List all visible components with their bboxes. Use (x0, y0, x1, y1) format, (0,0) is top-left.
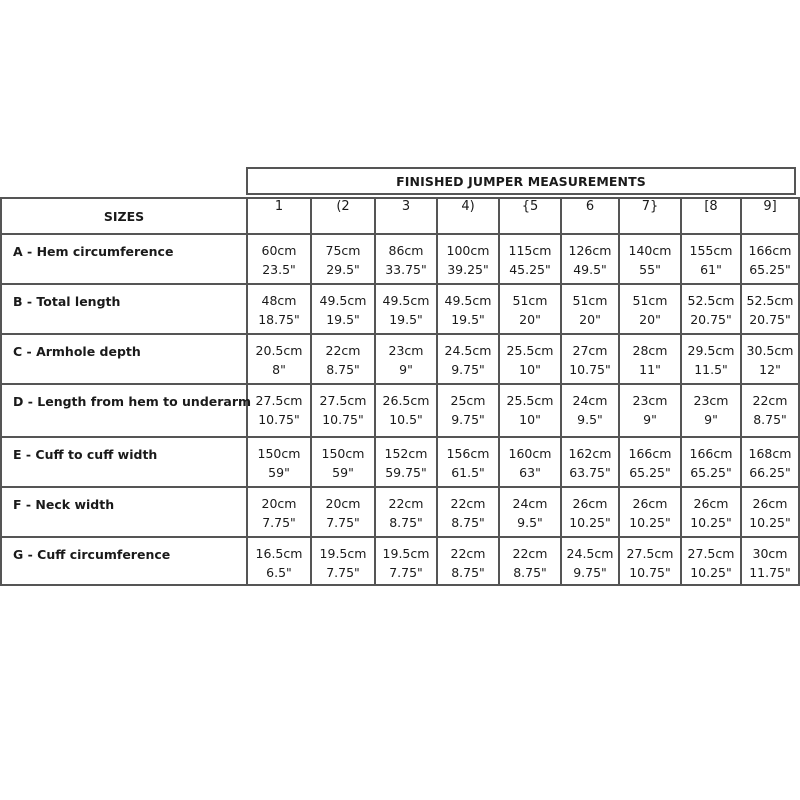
measurement-cell (246, 486, 310, 536)
value-inches: 10.5" (389, 412, 423, 427)
value-inches: 20.75" (690, 312, 732, 327)
measurement-cell (498, 283, 560, 333)
value-inches: 10.75" (569, 362, 611, 377)
value-cm: 22cm (450, 546, 486, 561)
measurement-row (0, 486, 800, 536)
measurement-cell (560, 486, 618, 536)
value-inches: 63" (519, 465, 541, 480)
value-inches: 9.5" (577, 412, 603, 427)
measurement-cell (498, 333, 560, 383)
value-inches: 11" (639, 362, 661, 377)
measurement-cell (740, 283, 800, 333)
measurement-cell (246, 383, 310, 436)
measurement-cell (680, 486, 740, 536)
measurement-cell (374, 383, 436, 436)
measurement-cell (310, 383, 374, 436)
value-cm: 22cm (512, 546, 548, 561)
value-cm: 22cm (450, 496, 486, 511)
measurement-cell (436, 233, 498, 283)
value-cm: 156cm (446, 446, 490, 461)
measurement-cell (436, 333, 498, 383)
value-cm: 100cm (446, 243, 490, 258)
value-inches: 6.5" (266, 565, 292, 580)
value-inches: 10" (519, 412, 541, 427)
size-header: {5 (498, 197, 560, 233)
measurements-table-body (0, 197, 800, 586)
value-cm: 25cm (450, 393, 486, 408)
value-inches: 9.75" (451, 412, 485, 427)
measurement-label: D - Length from hem to underarm (0, 383, 246, 436)
value-inches: 29.5" (326, 262, 360, 277)
value-cm: 24cm (512, 496, 548, 511)
value-inches: 66.25" (749, 465, 791, 480)
measurement-cell (310, 283, 374, 333)
measurement-cell (436, 486, 498, 536)
value-cm: 30.5cm (746, 343, 794, 358)
value-cm: 166cm (748, 243, 792, 258)
value-inches: 23.5" (262, 262, 296, 277)
measurement-cell (310, 233, 374, 283)
measurement-label: A - Hem circumference (0, 233, 246, 283)
value-inches: 7.75" (389, 565, 423, 580)
measurement-cell (560, 383, 618, 436)
measurement-cell (680, 333, 740, 383)
value-cm: 162cm (568, 446, 612, 461)
value-cm: 49.5cm (319, 293, 367, 308)
size-header: 4) (436, 197, 498, 233)
measurement-label: F - Neck width (0, 486, 246, 536)
value-inches: 7.75" (326, 515, 360, 530)
value-cm: 23cm (632, 393, 668, 408)
value-cm: 26cm (693, 496, 729, 511)
measurement-cell (680, 536, 740, 586)
value-cm: 155cm (689, 243, 733, 258)
value-cm: 19.5cm (319, 546, 367, 561)
value-inches: 10.25" (690, 565, 732, 580)
measurement-cell (310, 486, 374, 536)
measurement-cell (740, 486, 800, 536)
value-cm: 27.5cm (687, 546, 735, 561)
value-inches: 10" (519, 362, 541, 377)
measurement-cell (436, 383, 498, 436)
measurement-cell (498, 486, 560, 536)
value-inches: 63.75" (569, 465, 611, 480)
value-cm: 19.5cm (382, 546, 430, 561)
value-cm: 24.5cm (566, 546, 614, 561)
measurement-cell (618, 283, 680, 333)
value-inches: 20" (579, 312, 601, 327)
value-cm: 22cm (388, 496, 424, 511)
measurement-cell (374, 486, 436, 536)
measurement-cell (618, 233, 680, 283)
value-inches: 19.5" (326, 312, 360, 327)
measurement-cell (436, 283, 498, 333)
value-inches: 45.25" (509, 262, 551, 277)
value-cm: 49.5cm (382, 293, 430, 308)
value-cm: 24cm (572, 393, 608, 408)
value-cm: 75cm (325, 243, 361, 258)
value-inches: 59" (268, 465, 290, 480)
value-inches: 9.75" (573, 565, 607, 580)
value-inches: 9" (704, 412, 718, 427)
value-inches: 7.75" (326, 565, 360, 580)
measurement-row (0, 436, 800, 486)
value-cm: 25.5cm (506, 393, 554, 408)
measurement-cell (374, 233, 436, 283)
value-cm: 28cm (632, 343, 668, 358)
measurement-cell (560, 436, 618, 486)
value-cm: 150cm (321, 446, 365, 461)
value-cm: 26.5cm (382, 393, 430, 408)
value-inches: 19.5" (451, 312, 485, 327)
value-cm: 51cm (632, 293, 668, 308)
value-cm: 150cm (257, 446, 301, 461)
value-inches: 33.75" (385, 262, 427, 277)
measurement-cell (374, 333, 436, 383)
measurement-cell (374, 436, 436, 486)
value-inches: 59" (332, 465, 354, 480)
value-inches: 8.75" (389, 515, 423, 530)
measurement-row (0, 383, 800, 436)
value-cm: 60cm (261, 243, 297, 258)
value-cm: 20cm (325, 496, 361, 511)
value-cm: 22cm (325, 343, 361, 358)
value-cm: 16.5cm (255, 546, 303, 561)
value-inches: 18.75" (258, 312, 300, 327)
value-inches: 61.5" (451, 465, 485, 480)
value-inches: 11.75" (749, 565, 791, 580)
measurement-cell (246, 333, 310, 383)
value-cm: 24.5cm (444, 343, 492, 358)
value-cm: 27cm (572, 343, 608, 358)
size-header: (2 (310, 197, 374, 233)
size-header: 7} (618, 197, 680, 233)
measurement-cell (618, 536, 680, 586)
value-inches: 9.5" (517, 515, 543, 530)
measurement-cell (618, 383, 680, 436)
value-cm: 152cm (384, 446, 428, 461)
measurement-cell (618, 436, 680, 486)
value-inches: 49.5" (573, 262, 607, 277)
value-inches: 10.75" (258, 412, 300, 427)
value-inches: 8.75" (451, 565, 485, 580)
value-inches: 8.75" (326, 362, 360, 377)
value-cm: 48cm (261, 293, 297, 308)
value-inches: 11.5" (694, 362, 728, 377)
value-inches: 55" (639, 262, 661, 277)
value-cm: 49.5cm (444, 293, 492, 308)
measurement-cell (498, 233, 560, 283)
value-inches: 20" (519, 312, 541, 327)
measurement-cell (246, 233, 310, 283)
measurement-cell (246, 436, 310, 486)
sizes-header-row (0, 197, 800, 233)
measurement-cell (560, 233, 618, 283)
measurement-cell (560, 333, 618, 383)
measurement-cell (246, 536, 310, 586)
measurement-label: G - Cuff circumference (0, 536, 246, 586)
value-cm: 29.5cm (687, 343, 735, 358)
measurement-cell (310, 333, 374, 383)
value-inches: 8" (272, 362, 286, 377)
value-inches: 9.75" (451, 362, 485, 377)
value-cm: 52.5cm (746, 293, 794, 308)
value-cm: 26cm (632, 496, 668, 511)
value-inches: 9" (643, 412, 657, 427)
value-inches: 10.25" (749, 515, 791, 530)
size-header: [8 (680, 197, 740, 233)
value-cm: 26cm (752, 496, 788, 511)
measurement-row (0, 333, 800, 383)
value-inches: 8.75" (451, 515, 485, 530)
value-inches: 39.25" (447, 262, 489, 277)
value-cm: 27.5cm (255, 393, 303, 408)
measurement-cell (436, 436, 498, 486)
value-inches: 12" (759, 362, 781, 377)
value-inches: 9" (399, 362, 413, 377)
measurement-cell (374, 536, 436, 586)
value-cm: 27.5cm (319, 393, 367, 408)
measurement-cell (374, 283, 436, 333)
measurement-cell (680, 233, 740, 283)
measurement-cell (680, 383, 740, 436)
measurement-label: B - Total length (0, 283, 246, 333)
value-inches: 65.25" (629, 465, 671, 480)
value-cm: 166cm (628, 446, 672, 461)
measurement-cell (618, 333, 680, 383)
value-inches: 65.25" (690, 465, 732, 480)
sizes-label: SIZES (0, 197, 246, 233)
value-cm: 115cm (508, 243, 552, 258)
measurement-cell (560, 283, 618, 333)
measurement-cell (560, 536, 618, 586)
value-inches: 61" (700, 262, 722, 277)
value-inches: 20" (639, 312, 661, 327)
measurement-cell (498, 536, 560, 586)
value-inches: 19.5" (389, 312, 423, 327)
table-title: FINISHED JUMPER MEASUREMENTS (246, 167, 796, 195)
value-cm: 126cm (568, 243, 612, 258)
measurement-cell (246, 283, 310, 333)
value-cm: 30cm (752, 546, 788, 561)
measurement-row (0, 536, 800, 586)
measurement-cell (498, 436, 560, 486)
value-inches: 10.75" (322, 412, 364, 427)
size-header: 1 (246, 197, 310, 233)
value-cm: 168cm (748, 446, 792, 461)
size-header: 9] (740, 197, 800, 233)
value-cm: 86cm (388, 243, 424, 258)
measurement-label: E - Cuff to cuff width (0, 436, 246, 486)
measurement-cell (310, 536, 374, 586)
measurement-cell (436, 536, 498, 586)
size-header: 3 (374, 197, 436, 233)
value-inches: 8.75" (513, 565, 547, 580)
value-cm: 51cm (572, 293, 608, 308)
measurement-row (0, 233, 800, 283)
measurement-cell (740, 333, 800, 383)
size-header: 6 (560, 197, 618, 233)
value-inches: 10.75" (629, 565, 671, 580)
measurement-label: C - Armhole depth (0, 333, 246, 383)
measurement-cell (740, 383, 800, 436)
value-cm: 20.5cm (255, 343, 303, 358)
value-cm: 20cm (261, 496, 297, 511)
value-cm: 140cm (628, 243, 672, 258)
measurement-cell (740, 536, 800, 586)
value-cm: 166cm (689, 446, 733, 461)
value-cm: 160cm (508, 446, 552, 461)
value-inches: 8.75" (753, 412, 787, 427)
value-cm: 52.5cm (687, 293, 735, 308)
measurement-cell (680, 436, 740, 486)
value-inches: 10.25" (629, 515, 671, 530)
value-cm: 23cm (388, 343, 424, 358)
measurement-cell (618, 486, 680, 536)
value-inches: 20.75" (749, 312, 791, 327)
value-cm: 27.5cm (626, 546, 674, 561)
value-cm: 51cm (512, 293, 548, 308)
value-inches: 10.25" (690, 515, 732, 530)
measurement-cell (310, 436, 374, 486)
measurement-cell (740, 436, 800, 486)
measurements-table (0, 197, 800, 586)
value-cm: 23cm (693, 393, 729, 408)
value-cm: 25.5cm (506, 343, 554, 358)
measurement-cell (740, 233, 800, 283)
measurement-row (0, 283, 800, 333)
measurement-cell (680, 283, 740, 333)
value-cm: 22cm (752, 393, 788, 408)
value-inches: 65.25" (749, 262, 791, 277)
value-inches: 10.25" (569, 515, 611, 530)
value-inches: 59.75" (385, 465, 427, 480)
value-cm: 26cm (572, 496, 608, 511)
measurement-cell (498, 383, 560, 436)
value-inches: 7.75" (262, 515, 296, 530)
